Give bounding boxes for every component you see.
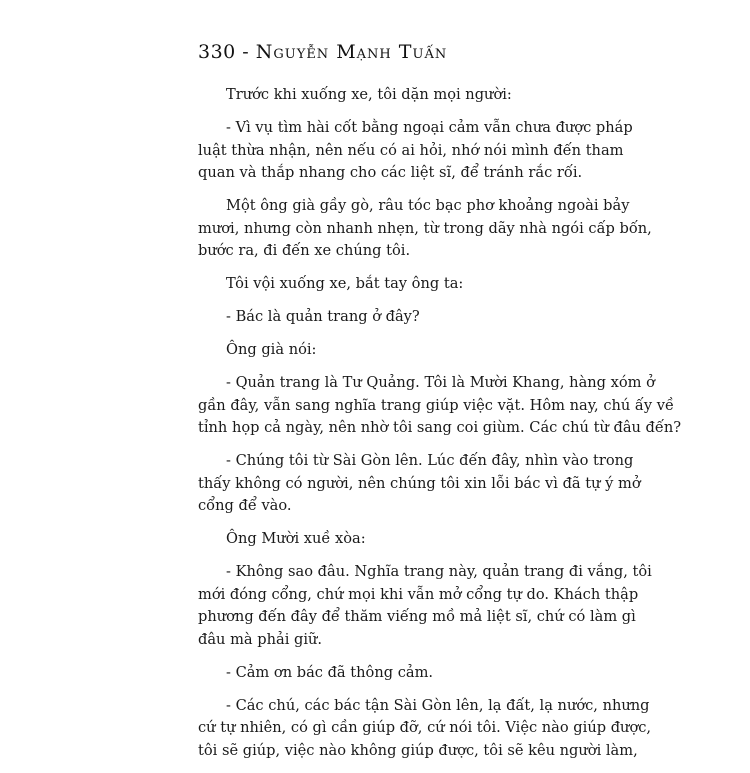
text-line: thấy không có người, nên chúng tôi xin lỗi bác vì đã tự ý mở xyxy=(198,474,641,492)
text-line: tôi sẽ giúp, việc nào không giúp được, tôi sẽ kêu người làm, xyxy=(198,741,638,759)
body-text xyxy=(198,84,682,773)
text-line: Một ông già gầy gò, râu tóc bạc phơ khoảng ngoài bảy xyxy=(226,197,630,214)
paragraph xyxy=(198,306,570,329)
text-line: - Chúng tôi từ Sài Gòn lên. Lúc đến đây, nhìn vào trong xyxy=(226,452,634,469)
paragraph xyxy=(198,339,570,362)
text-line: phương đến đây để thăm viếng mồ mả liệt sĩ, chứ có làm gì xyxy=(198,608,636,625)
running-header xyxy=(198,41,447,63)
text-line: mươi, nhưng còn nhanh nhẹn, từ trong dãy nhà ngói cấp bốn, xyxy=(198,219,652,237)
paragraph xyxy=(198,372,682,440)
text-line: Ông già nói: xyxy=(226,341,317,358)
text-line: luật thừa nhận, nên nếu có ai hỏi, nhớ nói mình đến tham xyxy=(198,141,624,159)
text-line: bước ra, đi đến xe chúng tôi. xyxy=(198,242,411,259)
text-line: Trước khi xuống xe, tôi dặn mọi người: xyxy=(226,86,512,103)
text-line: quan và thắp nhang cho các liệt sĩ, để tránh rắc rối. xyxy=(198,164,583,181)
paragraph xyxy=(198,561,652,651)
paragraph xyxy=(198,662,570,685)
text-line: Tôi vội xuống xe, bắt tay ông ta: xyxy=(226,275,464,292)
paragraph xyxy=(198,528,570,551)
text-line: cứ tự nhiên, có gì cần giúp đỡ, cứ nói tôi. Việc nào giúp được, xyxy=(198,719,652,736)
text-line: gần đây, vẫn sang nghĩa trang giúp việc vặt. Hôm nay, chú ấy về xyxy=(198,396,674,414)
header-separator: - xyxy=(235,41,256,63)
text-line: - Vì vụ tìm hài cốt bằng ngoại cảm vẫn chưa được pháp xyxy=(226,119,633,136)
text-line: mới đóng cổng, chứ mọi khi vẫn mở cổng tự do. Khách thập xyxy=(198,585,639,603)
text-line: Ông Mười xuề xòa: xyxy=(226,530,366,547)
text-line: - Bác là quản trang ở đây? xyxy=(226,308,420,325)
text-line: cổng để vào. xyxy=(198,497,292,514)
text-line: - Không sao đâu. Nghĩa trang này, quản trang đi vắng, tôi xyxy=(226,563,652,580)
text-line: đâu mà phải giữ. xyxy=(198,630,323,648)
author-name: Nguyễn Mạnh Tuấn xyxy=(255,41,448,63)
paragraph xyxy=(198,273,570,296)
paragraph xyxy=(198,195,652,263)
paragraph xyxy=(198,117,633,185)
text-line: - Quản trang là Tư Quảng. Tôi là Mười Khang, hàng xóm ở xyxy=(226,374,655,391)
paragraph xyxy=(198,695,652,763)
page-number: 330 xyxy=(198,41,236,63)
text-line: - Cảm ơn bác đã thông cảm. xyxy=(226,663,434,681)
paragraph xyxy=(198,84,570,107)
paragraph xyxy=(198,450,641,518)
text-line: - Các chú, các bác tận Sài Gòn lên, lạ đất, lạ nước, nhưng xyxy=(226,696,650,714)
text-line: tỉnh họp cả ngày, nên nhờ tôi sang coi giùm. Các chú từ đâu đến? xyxy=(198,419,682,436)
